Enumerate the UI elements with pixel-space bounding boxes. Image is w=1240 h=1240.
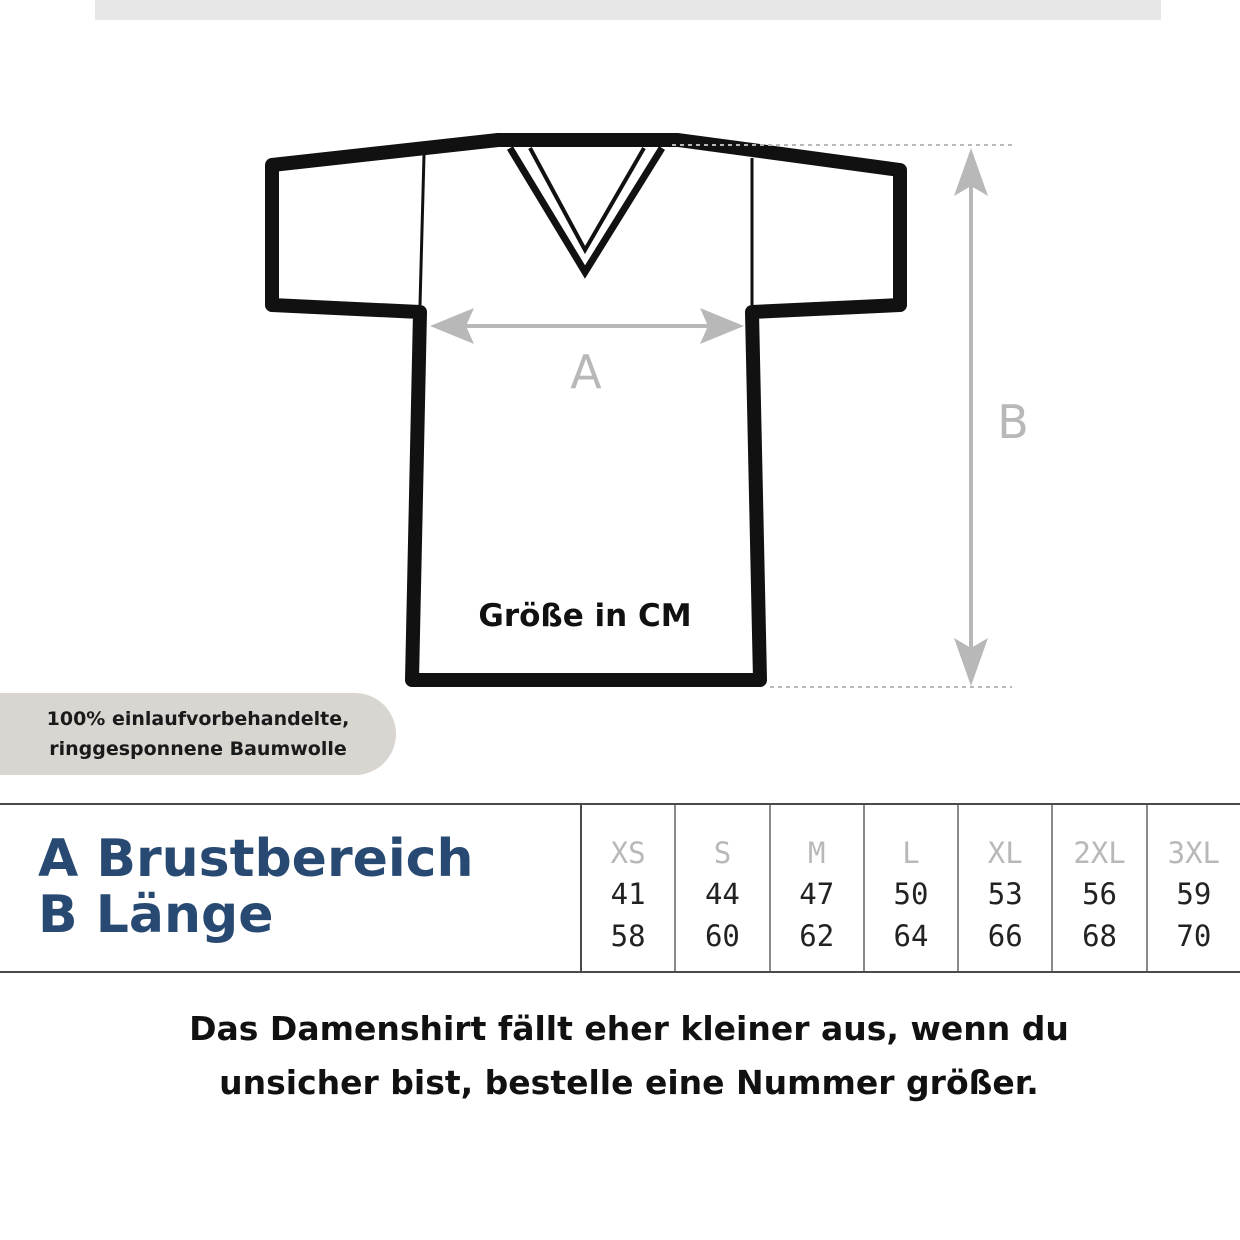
v-neck-outer: [510, 148, 662, 272]
legend-a: A Brustbereich: [38, 829, 474, 889]
label-b: B: [997, 395, 1029, 449]
material-badge: [0, 693, 396, 775]
label-a: A: [570, 345, 602, 399]
length-value: 64: [893, 919, 929, 953]
material-line-2: ringgesponnene Baumwolle: [49, 738, 347, 760]
size-label: M: [807, 836, 826, 870]
length-value: 68: [1082, 919, 1117, 953]
size-column: [865, 805, 959, 971]
legend: [38, 831, 474, 943]
size-column: [676, 805, 770, 971]
length-value: 70: [1176, 919, 1212, 953]
chest-value: 59: [1176, 877, 1212, 911]
size-table: [0, 803, 1240, 973]
legend-b: B Länge: [38, 885, 274, 945]
size-column: [959, 805, 1053, 971]
size-column: [582, 805, 676, 971]
size-columns: [580, 805, 1240, 971]
chest-value: 47: [799, 877, 835, 911]
material-line-1: 100% einlaufvorbehandelte,: [46, 708, 350, 730]
chest-value: 44: [704, 877, 740, 911]
size-column: [771, 805, 865, 971]
size-label: XS: [610, 836, 646, 870]
chest-value: 56: [1082, 877, 1117, 911]
size-label: 3XL: [1167, 836, 1221, 870]
fit-note-line-2: unsicher bist, bestelle eine Nummer größer.: [219, 1063, 1039, 1102]
length-value: 60: [704, 919, 740, 953]
chest-value: 50: [893, 877, 929, 911]
size-label: XL: [987, 836, 1023, 870]
fit-note: [100, 1002, 1158, 1110]
size-column: [1148, 805, 1240, 971]
chest-value: 41: [610, 877, 646, 911]
size-label: 2XL: [1073, 836, 1126, 870]
left-sleeve-seam: [420, 155, 424, 305]
length-value: 58: [610, 919, 646, 953]
size-label: S: [713, 836, 732, 870]
size-note: Größe in CM: [478, 598, 692, 634]
fit-note-line-1: Das Damenshirt fällt eher kleiner aus, wenn du: [189, 1009, 1069, 1048]
size-column: [1053, 805, 1147, 971]
length-value: 66: [987, 919, 1023, 953]
chest-value: 53: [987, 877, 1023, 911]
length-value: 62: [799, 919, 835, 953]
size-label: L: [902, 836, 920, 870]
